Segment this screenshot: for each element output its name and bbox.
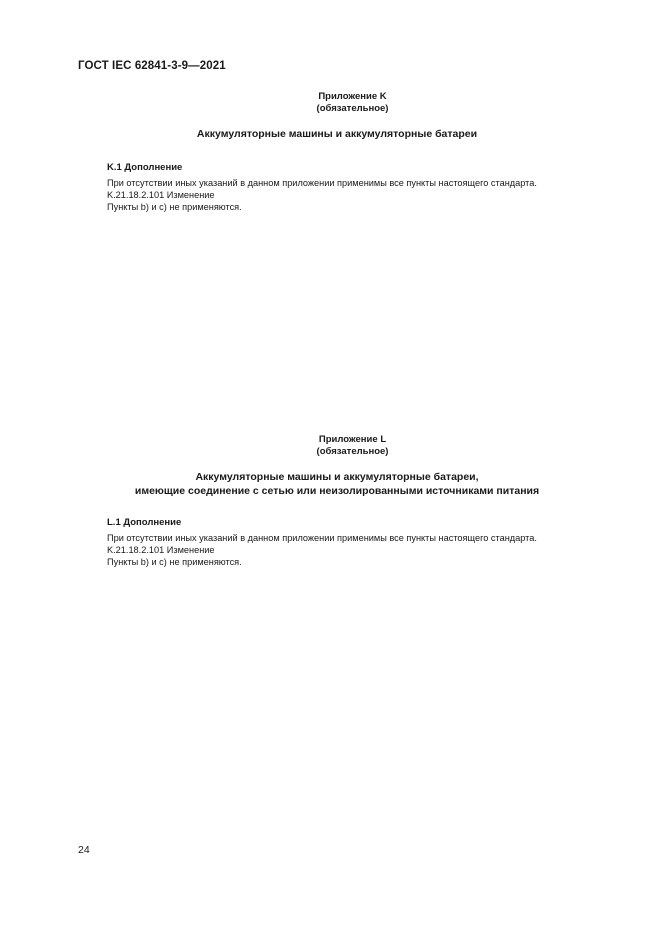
section-l1-heading: L.1 Дополнение — [107, 517, 182, 528]
annex-l-title-line-1: Аккумуляторные машины и аккумуляторные батареи, — [195, 471, 479, 483]
annex-k-heading: Приложение K — [318, 91, 387, 102]
annex-l-heading: Приложение L — [318, 434, 387, 445]
section-l1-line: При отсутствии иных указаний в данном приложении применимы все пункты настоящего стандарта. — [107, 533, 537, 543]
page-number: 24 — [78, 844, 90, 856]
section-l1-line: Пункты b) и c) не применяются. — [107, 557, 242, 567]
annex-k-title: Аккумуляторные машины и аккумуляторные батареи — [196, 128, 478, 140]
standard-header: ГОСТ IEC 62841-3-9—2021 — [78, 60, 226, 72]
annex-k-status: (обязательное) — [316, 103, 389, 114]
section-k1-heading: K.1 Дополнение — [107, 162, 183, 173]
section-k1-line: Пункты b) и c) не применяются. — [107, 202, 242, 212]
section-k1-line: K.21.18.2.101 Изменение — [107, 190, 215, 200]
annex-l-title-line-2: имеющие соединение с сетью или неизолированными источниками питания — [134, 485, 540, 497]
section-l1-line: K.21.18.2.101 Изменение — [107, 545, 215, 555]
section-k1-line: При отсутствии иных указаний в данном приложении применимы все пункты настоящего стандарта. — [107, 178, 537, 188]
annex-l-status: (обязательное) — [316, 446, 389, 457]
